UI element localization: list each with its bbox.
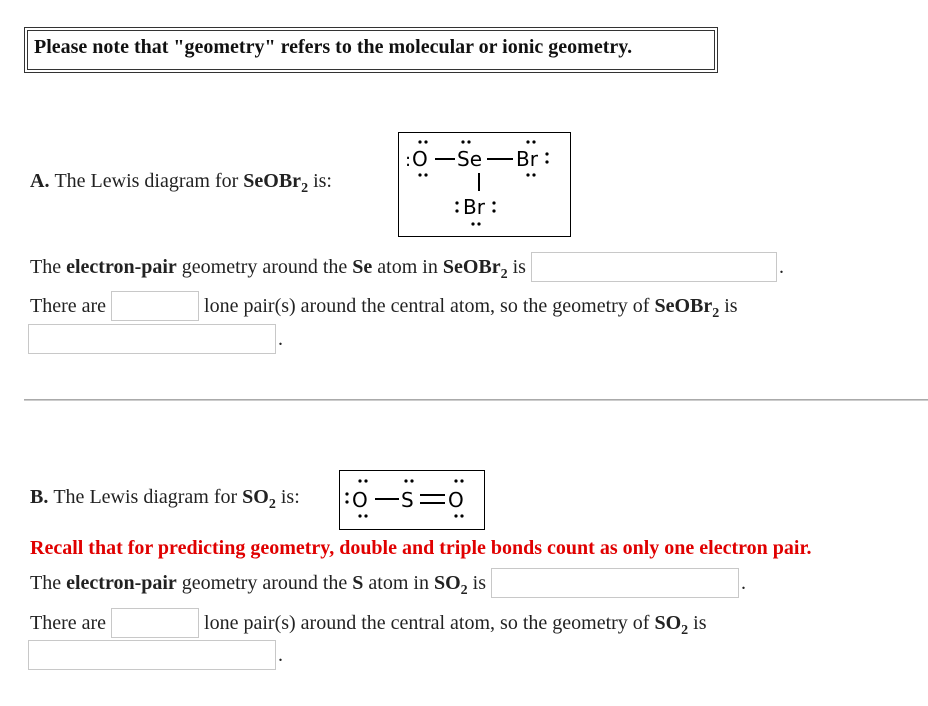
formula: $SO_2$ [433, 571, 468, 598]
text: is [693, 611, 707, 634]
recall-note: Recall that for predicting geometry, double and triple bonds count as only one electron pair. [30, 537, 812, 559]
part-a-intro [30, 170, 332, 196]
central-atom: S [352, 571, 364, 594]
central-atom: Se [352, 255, 373, 278]
part-a-intro-text: The Lewis diagram for [54, 170, 239, 192]
lewis-diagram-seobr2 [398, 132, 571, 237]
geometry-note: Please note that "geometry" refers to the molecular or ionic geometry. [27, 30, 715, 70]
lewis-atom-s: S [401, 488, 414, 512]
part-a-formula: SeOBr$_2$ [243, 170, 309, 196]
part-a-lone-pairs-input[interactable] [111, 291, 199, 321]
period: . [278, 327, 283, 350]
part-b-question-3 [28, 640, 283, 670]
period: . [741, 571, 746, 594]
part-a-question-3 [28, 324, 283, 354]
part-b-intro [30, 486, 300, 512]
text: lone pair(s) around the central atom, so the geometry of [204, 294, 650, 317]
part-a-is: is: [313, 170, 332, 192]
text: atom in [377, 255, 438, 278]
part-b-label: B. [30, 486, 49, 508]
period: . [778, 255, 784, 278]
part-a-question-2 [30, 291, 738, 321]
part-a-label: A. [30, 170, 50, 192]
text: geometry around the [181, 571, 348, 594]
text: lone pair(s) around the central atom, so the geometry of [204, 611, 650, 634]
formula: SeOBr$_2$ [654, 294, 720, 321]
formula: $SO_2$ [654, 611, 689, 638]
text: geometry around the [181, 255, 348, 278]
lewis-atom-br-right: Br [516, 147, 538, 171]
text: The [30, 571, 62, 594]
lewis-atom-se: Se [457, 147, 482, 171]
text: is [512, 255, 526, 278]
lewis-atom-br-bottom: Br [463, 195, 485, 219]
part-a-molecular-geometry-input[interactable] [28, 324, 276, 354]
lewis-lone-pair-dots: : [405, 150, 412, 171]
lewis-atom-o: O [412, 147, 428, 171]
part-b-is: is: [280, 486, 300, 508]
section-divider [24, 399, 928, 401]
lewis-diagram-so2 [339, 470, 485, 530]
lewis-atom-o-left: O [352, 488, 368, 512]
part-b-question-2 [30, 608, 706, 638]
text: There are [30, 611, 107, 634]
lewis-atom-o-right: O [448, 488, 464, 512]
part-b-molecular-geometry-input[interactable] [28, 640, 276, 670]
period: . [278, 643, 283, 666]
part-b-question-1 [30, 568, 746, 598]
electron-pair-bold: electron-pair [66, 571, 177, 594]
text: The [30, 255, 62, 278]
part-a-electron-pair-geometry-input[interactable] [531, 252, 777, 282]
electron-pair-bold: electron-pair [66, 255, 177, 278]
geometry-note-box [24, 27, 718, 73]
part-a-question-1 [30, 252, 784, 282]
text: is [724, 294, 738, 317]
part-b-formula: $SO_2$ [242, 486, 276, 512]
text: is [472, 571, 486, 594]
part-b-intro-text: The Lewis diagram for [53, 486, 238, 508]
formula: SeOBr$_2$ [442, 255, 508, 282]
text: atom in [368, 571, 429, 594]
part-b-electron-pair-geometry-input[interactable] [491, 568, 739, 598]
text: There are [30, 294, 107, 317]
part-b-lone-pairs-input[interactable] [111, 608, 199, 638]
